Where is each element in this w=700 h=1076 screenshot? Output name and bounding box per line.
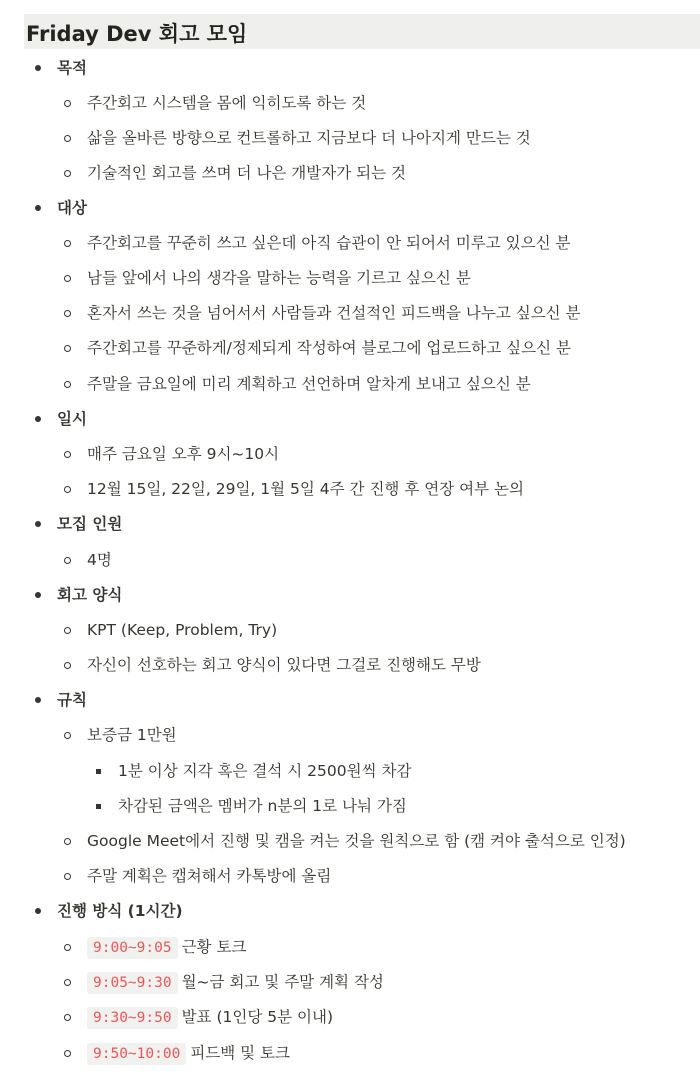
hollow-bullet-icon (64, 979, 71, 986)
page-title: Friday Dev 회고 모임 (26, 22, 248, 46)
schedule-desc: 근황 토크 (181, 938, 247, 956)
list-item[interactable] (0, 548, 700, 572)
schedule-desc: 피드백 및 토크 (190, 1044, 291, 1062)
hollow-bullet-icon (64, 310, 71, 317)
list-item-text: 남들 앞에서 나의 생각을 말하는 능력을 기르고 싶으신 분 (87, 269, 471, 287)
list-item-text: 자신이 선호하는 회고 양식이 있다면 그걸로 진행해도 무방 (87, 656, 481, 674)
time-code: 9:05~9:30 (87, 972, 178, 994)
schedule-desc: 발표 (1인당 5분 이내) (181, 1008, 333, 1026)
hollow-bullet-icon (64, 451, 71, 458)
list-item[interactable] (0, 91, 700, 115)
section-heading: 규칙 (57, 691, 87, 709)
section-heading: 대상 (57, 199, 87, 217)
schedule-item[interactable] (0, 935, 700, 959)
list-item-text: Google Meet에서 진행 및 캠을 켜는 것을 원칙으로 함 (캠 켜야 출석으로 인정) (87, 832, 626, 850)
hollow-bullet-icon (64, 873, 71, 880)
bullet-icon (35, 65, 41, 71)
list-item[interactable] (0, 126, 700, 150)
list-item-text: 주간회고를 꾸준히 쓰고 싶은데 아직 습관이 안 되어서 미루고 있으신 분 (87, 234, 571, 252)
hollow-bullet-icon (64, 732, 71, 739)
hollow-bullet-icon (64, 627, 71, 634)
bullet-icon (35, 205, 41, 211)
bullet-icon (35, 521, 41, 527)
time-code: 9:30~9:50 (87, 1007, 178, 1029)
section-heading: 일시 (57, 410, 87, 428)
list-item[interactable] (0, 829, 700, 853)
list-item-text: 4명 (87, 551, 112, 569)
list-item-text: 기술적인 회고를 쓰며 더 나은 개발자가 되는 것 (87, 164, 406, 182)
square-bullet-icon (96, 769, 101, 774)
section-heading: 회고 양식 (57, 586, 123, 604)
hollow-bullet-icon (64, 1050, 71, 1057)
list-item[interactable] (0, 336, 700, 360)
hollow-bullet-icon (64, 345, 71, 352)
list-item-text: KPT (Keep, Problem, Try) (87, 621, 278, 639)
hollow-bullet-icon (64, 486, 71, 493)
section-purpose[interactable] (0, 56, 700, 80)
section-heading: 목적 (57, 59, 87, 77)
list-item-text: 혼자서 쓰는 것을 넘어서서 사람들과 건설적인 피드백을 나누고 싶으신 분 (87, 304, 581, 322)
list-item[interactable] (0, 477, 700, 501)
list-item-text: 보증금 1만원 (87, 726, 177, 744)
sub-list-item[interactable] (0, 794, 700, 818)
schedule-item-content (87, 1041, 290, 1065)
bullet-icon (35, 697, 41, 703)
time-code: 9:50~10:00 (87, 1043, 186, 1065)
section-format[interactable] (0, 583, 700, 607)
list-item-text: 삶을 올바른 방향으로 컨트롤하고 지금보다 더 나아지게 만드는 것 (87, 129, 531, 147)
hollow-bullet-icon (64, 170, 71, 177)
schedule-item-content (87, 970, 384, 994)
list-item[interactable] (0, 864, 700, 888)
hollow-bullet-icon (64, 662, 71, 669)
list-item[interactable] (0, 161, 700, 185)
time-code: 9:00~9:05 (87, 937, 178, 959)
bullet-icon (35, 416, 41, 422)
list-item-text: 주간회고 시스템을 몸에 익히도록 하는 것 (87, 94, 367, 112)
list-item-text: 매주 금요일 오후 9시~10시 (87, 445, 280, 463)
bullet-icon (35, 908, 41, 914)
square-bullet-icon (96, 804, 101, 809)
section-recruit[interactable] (0, 512, 700, 536)
list-item[interactable] (0, 372, 700, 396)
schedule-item[interactable] (0, 1041, 700, 1065)
section-rules[interactable] (0, 688, 700, 712)
list-item[interactable] (0, 301, 700, 325)
hollow-bullet-icon (64, 135, 71, 142)
hollow-bullet-icon (64, 944, 71, 951)
list-item[interactable] (0, 442, 700, 466)
hollow-bullet-icon (64, 838, 71, 845)
sub-list-item-text: 1분 이상 지각 혹은 결석 시 2500원씩 차감 (118, 762, 412, 780)
list-item[interactable] (0, 618, 700, 642)
section-procedure[interactable] (0, 899, 700, 923)
list-item[interactable] (0, 723, 700, 747)
title-block[interactable] (24, 14, 700, 49)
bullet-icon (35, 592, 41, 598)
list-item[interactable] (0, 266, 700, 290)
section-heading: 진행 방식 (1시간) (57, 902, 183, 920)
hollow-bullet-icon (64, 1014, 71, 1021)
schedule-desc: 월~금 회고 및 주말 계획 작성 (181, 973, 384, 991)
hollow-bullet-icon (64, 100, 71, 107)
hollow-bullet-icon (64, 557, 71, 564)
schedule-item[interactable] (0, 970, 700, 994)
list-item-text: 주말 계획은 캡쳐해서 카톡방에 올림 (87, 867, 332, 885)
hollow-bullet-icon (64, 240, 71, 247)
list-item-text: 주말을 금요일에 미리 계획하고 선언하며 알차게 보내고 싶으신 분 (87, 375, 531, 393)
list-item-text: 12월 15일, 22일, 29일, 1월 5일 4주 간 진행 후 연장 여부 논의 (87, 480, 524, 498)
section-schedule-date[interactable] (0, 407, 700, 431)
schedule-item[interactable] (0, 1005, 700, 1029)
schedule-item-content (87, 1005, 333, 1029)
sub-list-item-text: 차감된 금액은 멤버가 n분의 1로 나눠 가짐 (118, 797, 407, 815)
hollow-bullet-icon (64, 381, 71, 388)
hollow-bullet-icon (64, 275, 71, 282)
sub-list-item[interactable] (0, 759, 700, 783)
list-item[interactable] (0, 653, 700, 677)
list-item-text: 주간회고를 꾸준하게/정제되게 작성하여 블로그에 업로드하고 싶으신 분 (87, 339, 571, 357)
list-item[interactable] (0, 231, 700, 255)
section-heading: 모집 인원 (57, 515, 123, 533)
section-target[interactable] (0, 196, 700, 220)
schedule-item-content (87, 935, 246, 959)
